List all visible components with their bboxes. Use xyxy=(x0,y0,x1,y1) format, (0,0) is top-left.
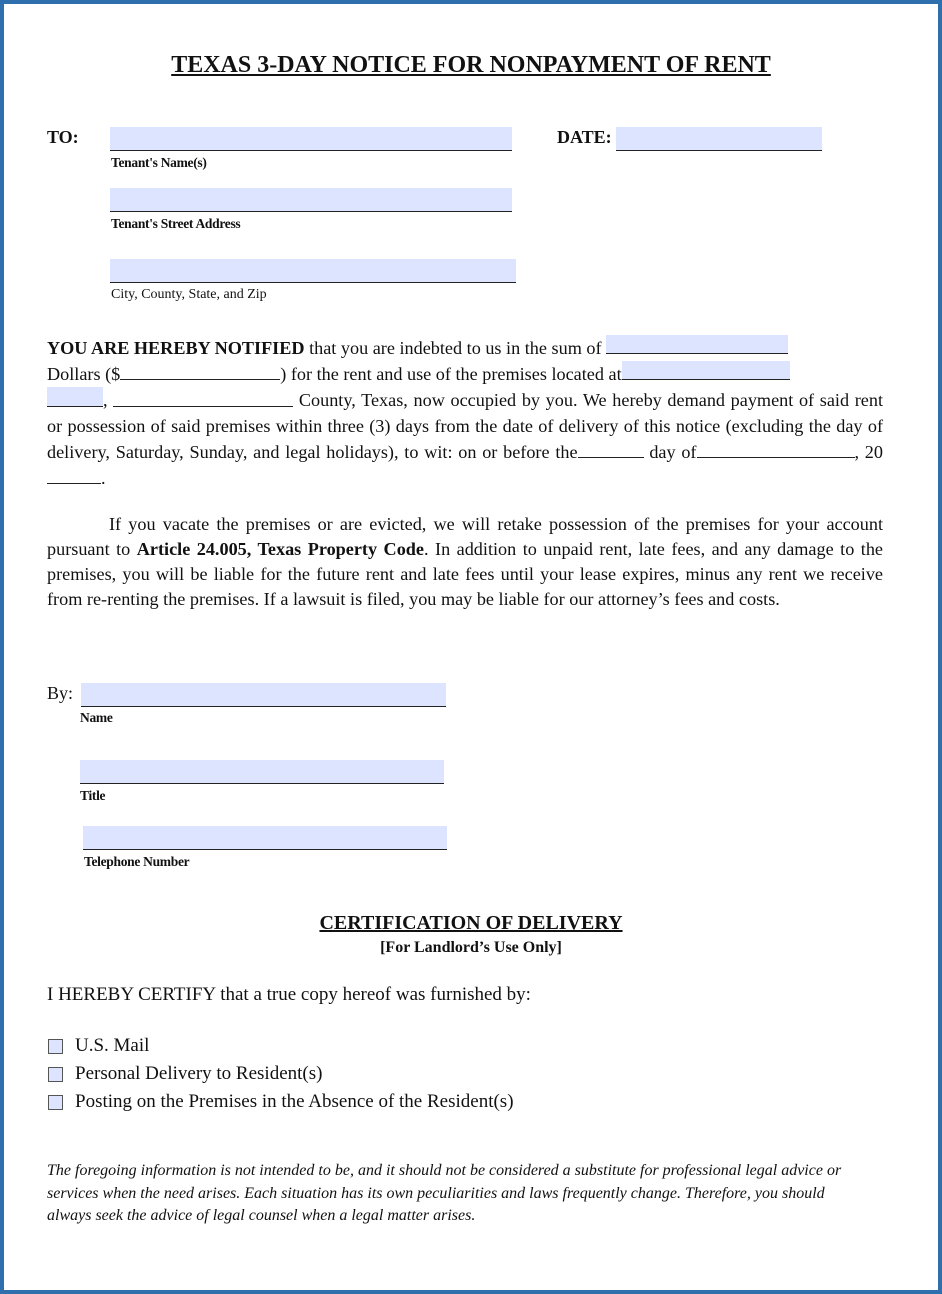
notice-text-10: . xyxy=(101,467,106,488)
tenant-address-caption: Tenant's Street Address xyxy=(111,216,241,231)
legal-disclaimer: The foregoing information is not intended to be, and it should not be considered a substitute for professional legal advice or services when the need arises. Each situation has its own peculiarities and laws frequently change. Therefore, you should always seek the advice of legal counsel when a legal matter arises. xyxy=(47,1162,842,1224)
posting-checkbox[interactable] xyxy=(48,1095,63,1110)
delivery-option-posting[interactable] xyxy=(48,1091,514,1113)
certify-statement: I HEREBY CERTIFY that a true copy hereof was furnished by: xyxy=(47,984,531,1005)
personal-delivery-label: Personal Delivery to Resident(s) xyxy=(75,1063,323,1084)
certification-heading: CERTIFICATION OF DELIVERY xyxy=(319,912,623,934)
mail-checkbox[interactable] xyxy=(48,1039,63,1054)
delivery-option-personal[interactable] xyxy=(48,1063,322,1085)
name-caption: Name xyxy=(80,710,113,725)
notice-paragraph xyxy=(47,335,883,491)
county-field[interactable] xyxy=(113,387,293,406)
city-county-caption: City, County, State, and Zip xyxy=(111,287,267,302)
posting-option-label: Posting on the Premises in the Absence of the Resident(s) xyxy=(75,1091,514,1112)
notice-lead: YOU ARE HEREBY NOTIFIED xyxy=(47,338,305,359)
sum-words-field[interactable] xyxy=(606,335,788,354)
sum-amount-field[interactable] xyxy=(120,361,280,380)
telephone-caption: Telephone Number xyxy=(84,854,190,869)
tenant-name-caption: Tenant's Name(s) xyxy=(111,155,207,170)
para2-text-1: If you vacate the premises or are evicted, we will retake possession of the premises for your account pursuant to xyxy=(47,514,883,559)
notice-text-8: day of xyxy=(643,441,697,462)
article-reference: Article 24.005, Texas Property Code xyxy=(136,539,424,559)
date-field[interactable] xyxy=(616,127,822,151)
title-caption: Title xyxy=(80,788,106,803)
landlord-name-field[interactable] xyxy=(81,683,446,707)
notice-text-2: Dollars ($ xyxy=(47,364,121,385)
possession-paragraph xyxy=(47,512,883,612)
premises-city-field[interactable] xyxy=(47,387,103,406)
document-title: TEXAS 3-DAY NOTICE FOR NONPAYMENT OF RENT xyxy=(171,52,771,78)
city-county-field[interactable] xyxy=(110,259,516,283)
telephone-field[interactable] xyxy=(83,826,447,850)
premises-address-field[interactable] xyxy=(622,361,790,380)
tenant-name-field[interactable] xyxy=(110,127,512,151)
landlord-title-field[interactable] xyxy=(80,760,444,784)
notice-text-7: the xyxy=(555,441,578,462)
delivery-option-mail[interactable] xyxy=(48,1035,149,1057)
notice-text-9: , 20 xyxy=(854,441,883,462)
tenant-address-field[interactable] xyxy=(110,188,512,212)
notice-text-1: that you are indebted to us in the sum of xyxy=(309,338,602,359)
certification-subheading: [For Landlord’s Use Only] xyxy=(380,939,562,956)
notice-text-4: , xyxy=(103,390,108,411)
due-day-field[interactable] xyxy=(578,439,644,458)
notice-text-5: County, Texas, now occupied by you. We hereby demand payment of said rent or possession of said premises within three (3) days from the date of delivery of this notice (excluding the day of delivery, Saturday, Sunday, and legal holidays), to wit: on or before xyxy=(47,390,884,462)
date-label: DATE: xyxy=(557,127,612,147)
mail-option-label: U.S. Mail xyxy=(75,1035,150,1056)
by-label: By: xyxy=(47,683,74,703)
due-year-field[interactable] xyxy=(47,465,101,484)
notice-text-3: ) for the rent and use of the premises located at xyxy=(280,364,622,385)
to-label: TO: xyxy=(47,127,79,147)
para2-text-2: . In addition to unpaid rent, late fees, and any damage to the premises, you will be liable for the future rent and late fees until your lease expires, minus any rent we receive from re-renting the premises. If a lawsuit is filed, you may be liable for our attorney’s fees and costs. xyxy=(47,539,883,609)
personal-delivery-checkbox[interactable] xyxy=(48,1067,63,1082)
due-month-field[interactable] xyxy=(697,439,855,458)
